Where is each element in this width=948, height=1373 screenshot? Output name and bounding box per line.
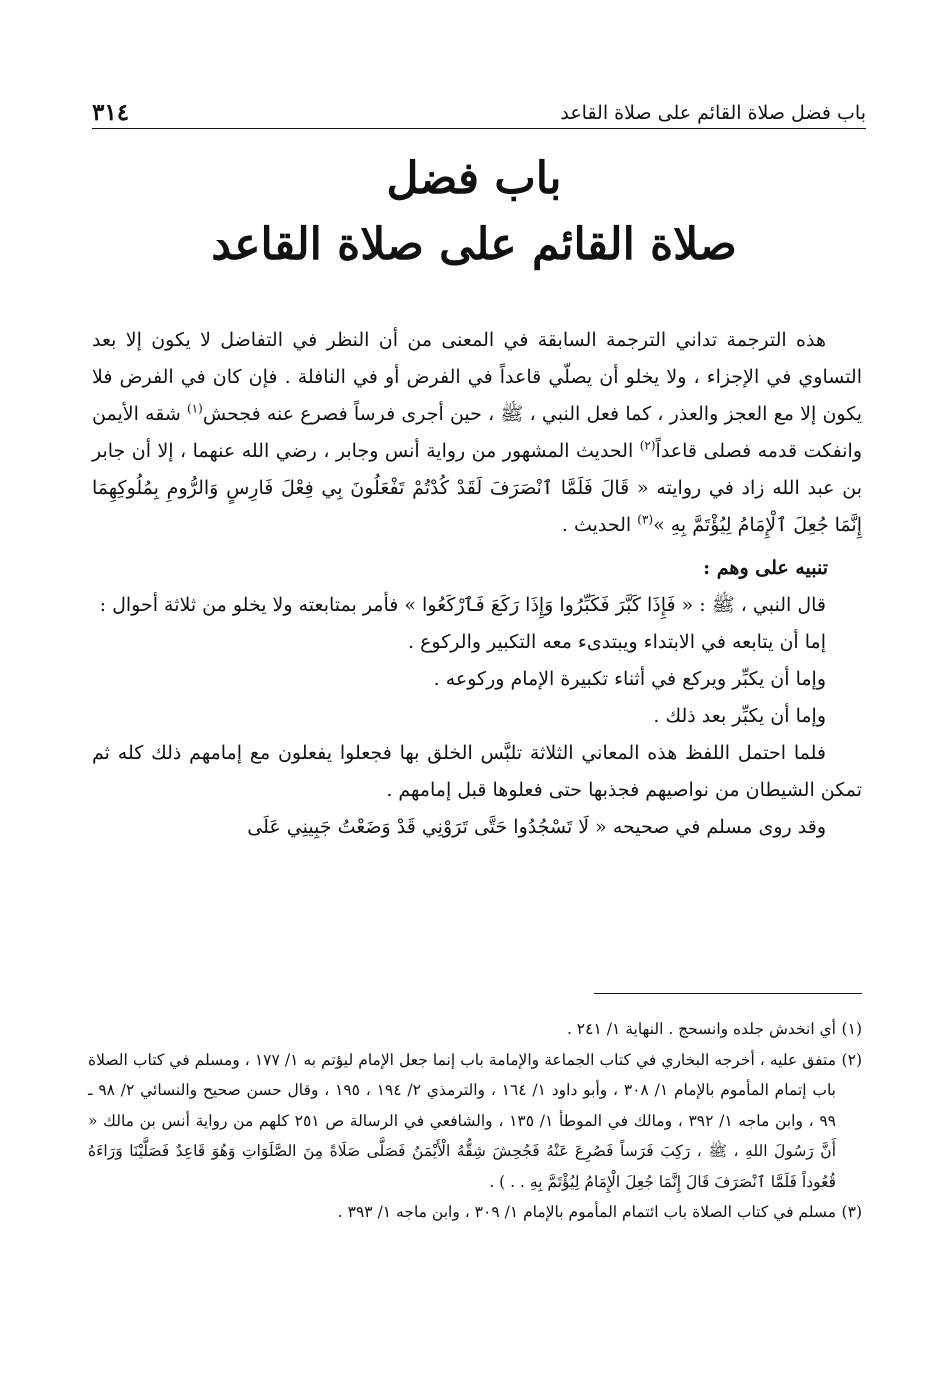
footnotes xyxy=(88,1014,862,1228)
footnote-number: (٣) xyxy=(841,1203,862,1221)
footnote-1 xyxy=(88,1014,862,1045)
paragraph-3: فلما احتمل اللفظ هذه المعاني الثلاثة تلبَّس الخلق بها فجعلوا يفعلون مع إمامهم ذلك كله ثم تمكن الشيطان من نواصيهم فجذبها حتى فعلوها قبل إمامهم . xyxy=(92,742,862,801)
footnote-number: (١) xyxy=(841,1020,862,1038)
paragraph-1: هذه الترجمة تداني الترجمة السابقة في المعنى من أن النظر في التفاضل لا يكون إلا بعد التساوي في الإجزاء ، ولا يخلو أن يصلّي قاعداً في الفرض أو في النافلة . فإن كان في الفرض فلا يكون إلا مع العجز والعذر ، كما فعل النبي ، ﷺ ، حين أجرى فرساً فصرع عنه فجحش$^{(١)}$ شقه الأيمن وانفكت قدمه فصلى قاعداً$^{(٢)}$ الحديث المشهور من رواية أنس وجابر ، رضي الله عنهما ، إلا أن جابر بن عبد الله زاد في روايته « قَالَ فَلَمَّا ٱنْصَرَفَ لَقَدْ كُدْتُمْ تَفْعَلُونَ بِي فِعْلَ فَارِسٍ وَالرُّومِ بِمُلُوكِهِمَا إِنَّمَا جُعِلَ ٱلْإِمَامُ لِيُؤْتَمَّ بِهِ »$^{(٣)}$ الحديث . xyxy=(92,329,863,536)
footnote-ref-3: (٣) xyxy=(637,512,654,527)
footnote-number: (٢) xyxy=(841,1050,862,1069)
paragraph-2: قال النبي ، ﷺ : « فَإِذَا كَبَّرَ فَكَبِّرُوا وَإِذَا رَكَعَ فَٱرْكَعُوا » فأمر بمتابعته ولا يخلو من ثلاثة أحوال : xyxy=(99,594,826,616)
chapter-title-line-1: باب فضل xyxy=(386,153,562,204)
running-header xyxy=(92,94,866,129)
footnote-text: متفق عليه ، أخرجه البخاري في كتاب الجماعة والإمامة باب إنما جعل الإمام ليؤتم به ١/ ١٧٧ ، ومسلم في كتاب الصلاة باب إتمام المأموم بالإمام ١/ ٣٠٨ ، وأبو داود ١/ ١٦٤ ، والترمذي ٢/ ١٩٤ ، ١٩٥ ، وقال حسن صحيح والنسائي ٢/ ٩٨ ـ ٩٩ ، وابن ماجه ١/ ٣٩٢ ، ومالك في الموطأ ١/ ١٣٥ ، والشافعي في الرسالة ص ٢٥١ كلهم من رواية أنس بن مالك « أَنَّ رَسُولَ اللهِ ، ﷺ ، رَكِبَ فَرَساً فَصُرِعَ عَنْهُ فَجُحِشَ شِقُّهُ الْأَيْمَنُ فَصَلَّى صَلَاةً مِنَ الصَّلَوَاتِ وَهُوَ قَاعِدٌ فَصَلَّيْنَا وَرَاءَهُ قُعُوداً فَلَمَّا ٱنْصَرَفَ قَالَ إِنَّمَا جُعِلَ الْإِمَامُ لِيُؤْتَمَّ بِهِ . . ) . xyxy=(88,1050,836,1191)
footnote-3 xyxy=(88,1197,862,1228)
footnote-separator xyxy=(594,993,862,994)
footnote-ref-2: (٢) xyxy=(639,438,656,453)
section-heading: تنبيه على وهم : xyxy=(703,557,828,579)
chapter-title-line-2: صلاة القائم على صلاة القاعد xyxy=(211,219,737,270)
list-item-3: وإما أن يكبِّر بعد ذلك . xyxy=(653,705,826,727)
page-number: ٣١٤ xyxy=(92,99,130,126)
footnote-2 xyxy=(88,1045,862,1198)
list-item-2: وإما أن يكبِّر ويركع في أثناء تكبيرة الإمام وركوعه . xyxy=(433,668,826,690)
footnote-text: مسلم في كتاب الصلاة باب ائتمام المأموم بالإمام ١/ ٣٠٩ ، وابن ماجه ١/ ٣٩٣ . xyxy=(337,1203,836,1221)
list-item-1: إما أن يتابعه في الابتداء ويبتدىء معه التكبير والركوع . xyxy=(408,631,826,653)
paragraph-4: وقد روى مسلم في صحيحه « لَا تَسْجُدُوا حَتَّى تَرَوْنِي قَدْ وَضَعْتُ جَبِينِي عَلَى xyxy=(247,816,826,838)
running-title: باب فضل صلاة القائم على صلاة القاعد xyxy=(560,102,866,124)
footnote-ref-1: (١) xyxy=(186,401,203,416)
main-text xyxy=(92,322,862,846)
footnote-text: أي انخدش جلده وانسحج . النهاية ١/ ٢٤١ . xyxy=(566,1020,836,1038)
chapter-title xyxy=(80,146,868,278)
